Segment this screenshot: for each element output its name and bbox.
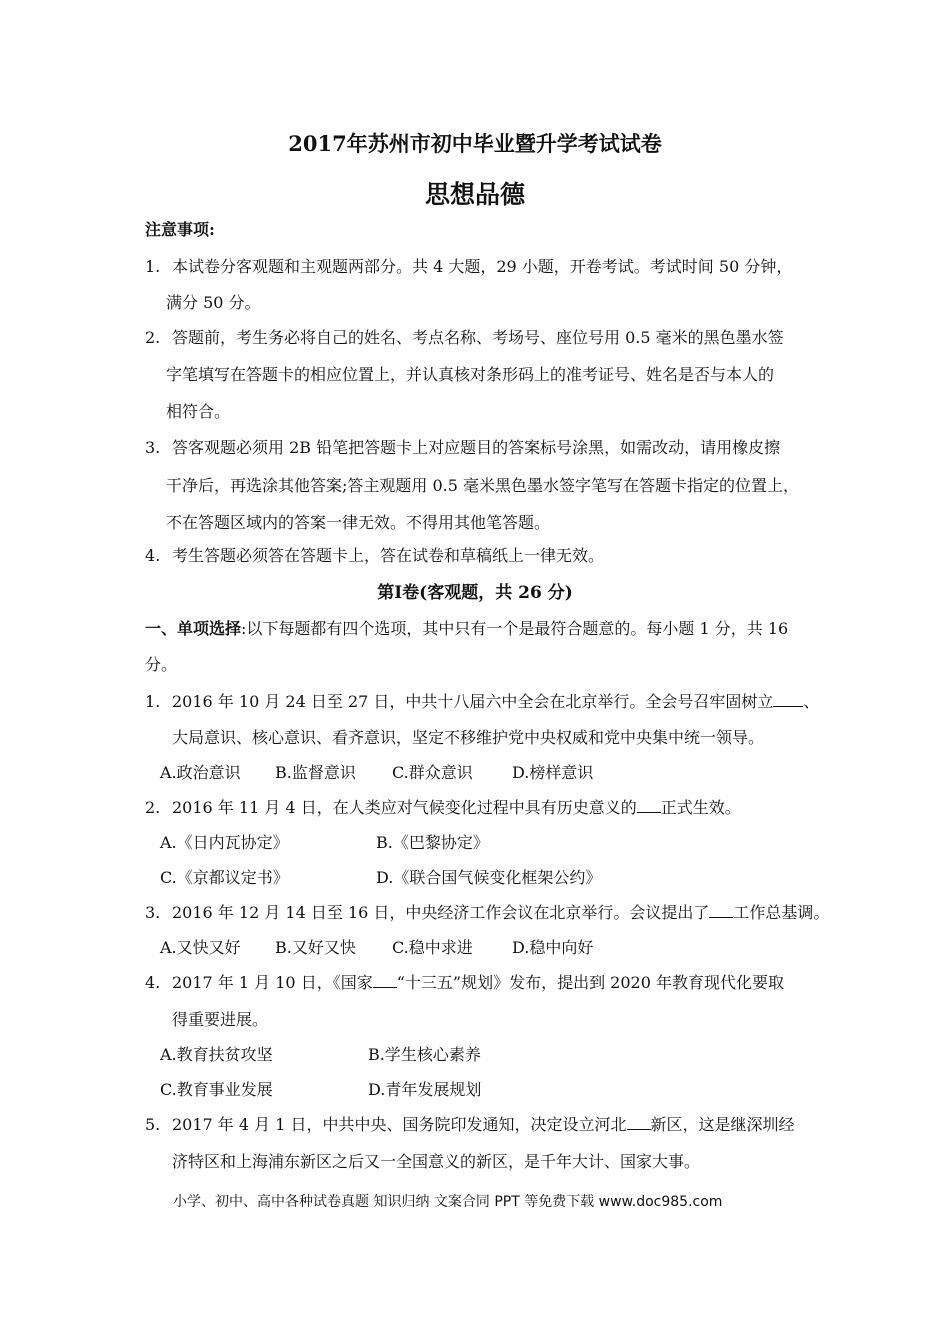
stem-text: 2016 年 11 月 4 日，在人类应对气候变化过程中具有历史意义的 <box>172 798 637 817</box>
footer-ad: 小学、初中、高中各种试卷真题 知识归纳 文案合同 PPT 等免费下载 www.doc985.com <box>173 1194 723 1210</box>
part-label: 一、单项选择 <box>145 619 242 638</box>
question-num: 5. <box>145 1115 161 1134</box>
question-num: 3. <box>145 903 161 922</box>
option-a: A.教育扶贫攻坚 <box>160 1045 273 1064</box>
option-b: B.监督意识 <box>275 763 356 782</box>
stem-text: 新区，这是继深圳经 <box>650 1115 795 1134</box>
notice-line: 字笔填写在答题卡的相应位置上，并认真核对条形码上的准考证号、姓名是否与本人的 <box>166 365 775 384</box>
part-heading <box>145 616 788 639</box>
option-c: C.《京都议定书》 <box>160 868 289 887</box>
notice-line: 答题前，考生务必将自己的姓名、考点名称、考场号、座位号用 0.5 毫米的黑色墨水签 <box>172 328 784 347</box>
question-stem <box>145 900 829 923</box>
part-desc-cont: 分。 <box>145 655 178 674</box>
option-a: A.又快又好 <box>160 938 241 957</box>
option-d: D.稳中向好 <box>512 938 594 957</box>
stem-text: 工作总基调。 <box>733 903 830 922</box>
notice-item <box>145 543 604 566</box>
notice-item <box>145 254 792 277</box>
stem-text: “十三五”规划》发布，提出到 2020 年教育现代化要取 <box>396 973 784 992</box>
notice-line: 相符合。 <box>166 402 231 421</box>
notice-line: 考生答题必须答在答题卡上，答在试卷和草稿纸上一律无效。 <box>172 546 605 565</box>
option-a: A.《日内瓦协定》 <box>160 833 289 852</box>
part-desc: :以下每题都有四个选项，其中只有一个是最符合题意的。每小题 1 分，共 16 <box>241 619 789 638</box>
stem-text: 大局意识、核心意识、看齐意识，坚定不移维护党中央权威和党中央集中统一领导。 <box>172 728 765 747</box>
subject-title: 思想品德 <box>424 180 525 209</box>
notice-line: 满分 50 分。 <box>166 293 261 312</box>
stem-text: 得重要进展。 <box>172 1010 269 1029</box>
option-c: C.稳中求进 <box>392 938 473 957</box>
option-d: D.榜样意识 <box>512 763 594 782</box>
notice-item <box>145 325 784 348</box>
option-c: C.教育事业发展 <box>160 1080 273 1099</box>
stem-text: 2017 年 1 月 10 日，《国家 <box>172 973 373 992</box>
notice-line: 答客观题必须用 2B 铅笔把答题卡上对应题目的答案标号涂黑，如需改动，请用橡皮擦 <box>172 438 781 457</box>
section-title: 第Ⅰ卷(客观题，共 26 分) <box>377 583 573 603</box>
notice-item <box>145 435 780 458</box>
option-a: A.政治意识 <box>160 763 241 782</box>
answer-blank <box>709 903 733 918</box>
stem-text: 正式生效。 <box>660 798 741 817</box>
question-stem <box>145 689 819 712</box>
notice-num: 4. <box>145 546 161 565</box>
question-num: 1. <box>145 692 161 711</box>
option-b: B.学生核心素养 <box>368 1045 481 1064</box>
notice-line: 不在答题区域内的答案一律无效。不得用其他笔答题。 <box>166 513 551 532</box>
stem-text: 2017 年 4 月 1 日，中共中央、国务院印发通知，决定设立河北 <box>172 1115 627 1134</box>
notice-num: 2. <box>145 328 161 347</box>
notice-heading: 注意事项: <box>145 220 215 239</box>
answer-blank <box>637 798 661 813</box>
answer-blank <box>627 1115 651 1130</box>
page-title: 2017年苏州市初中毕业暨升学考试试卷 <box>288 131 662 156</box>
notice-line: 本试卷分客观题和主观题两部分。共 4 大题，29 小题，开卷考试。考试时间 50 分钟， <box>172 257 793 276</box>
option-c: C.群众意识 <box>392 763 473 782</box>
option-d: D.青年发展规划 <box>368 1080 482 1099</box>
notice-line: 干净后，再选涂其他答案;答主观题用 0.5 毫米黑色墨水签字笔写在答题卡指定的位置上， <box>166 476 800 495</box>
question-stem <box>145 1112 795 1135</box>
stem-text: 济特区和上海浦东新区之后又一全国意义的新区，是千年大计、国家大事。 <box>172 1152 701 1171</box>
notice-num: 1. <box>145 257 161 276</box>
option-b: B.《巴黎协定》 <box>376 833 489 852</box>
notice-num: 3. <box>145 438 161 457</box>
stem-text: 2016 年 12 月 14 日至 16 日，中央经济工作会议在北京举行。会议提出了 <box>172 903 710 922</box>
option-d: D.《联合国气候变化框架公约》 <box>376 868 602 887</box>
option-b: B.又好又快 <box>275 938 356 957</box>
stem-text: 2016 年 10 月 24 日至 27 日，中共十八届六中全会在北京举行。全会号召牢固树立 <box>172 692 774 711</box>
question-stem <box>145 970 784 993</box>
question-num: 4. <box>145 973 161 992</box>
question-num: 2. <box>145 798 161 817</box>
question-stem <box>145 795 741 818</box>
answer-blank <box>773 692 803 707</box>
stem-text: 、 <box>803 692 820 711</box>
answer-blank <box>373 973 397 988</box>
